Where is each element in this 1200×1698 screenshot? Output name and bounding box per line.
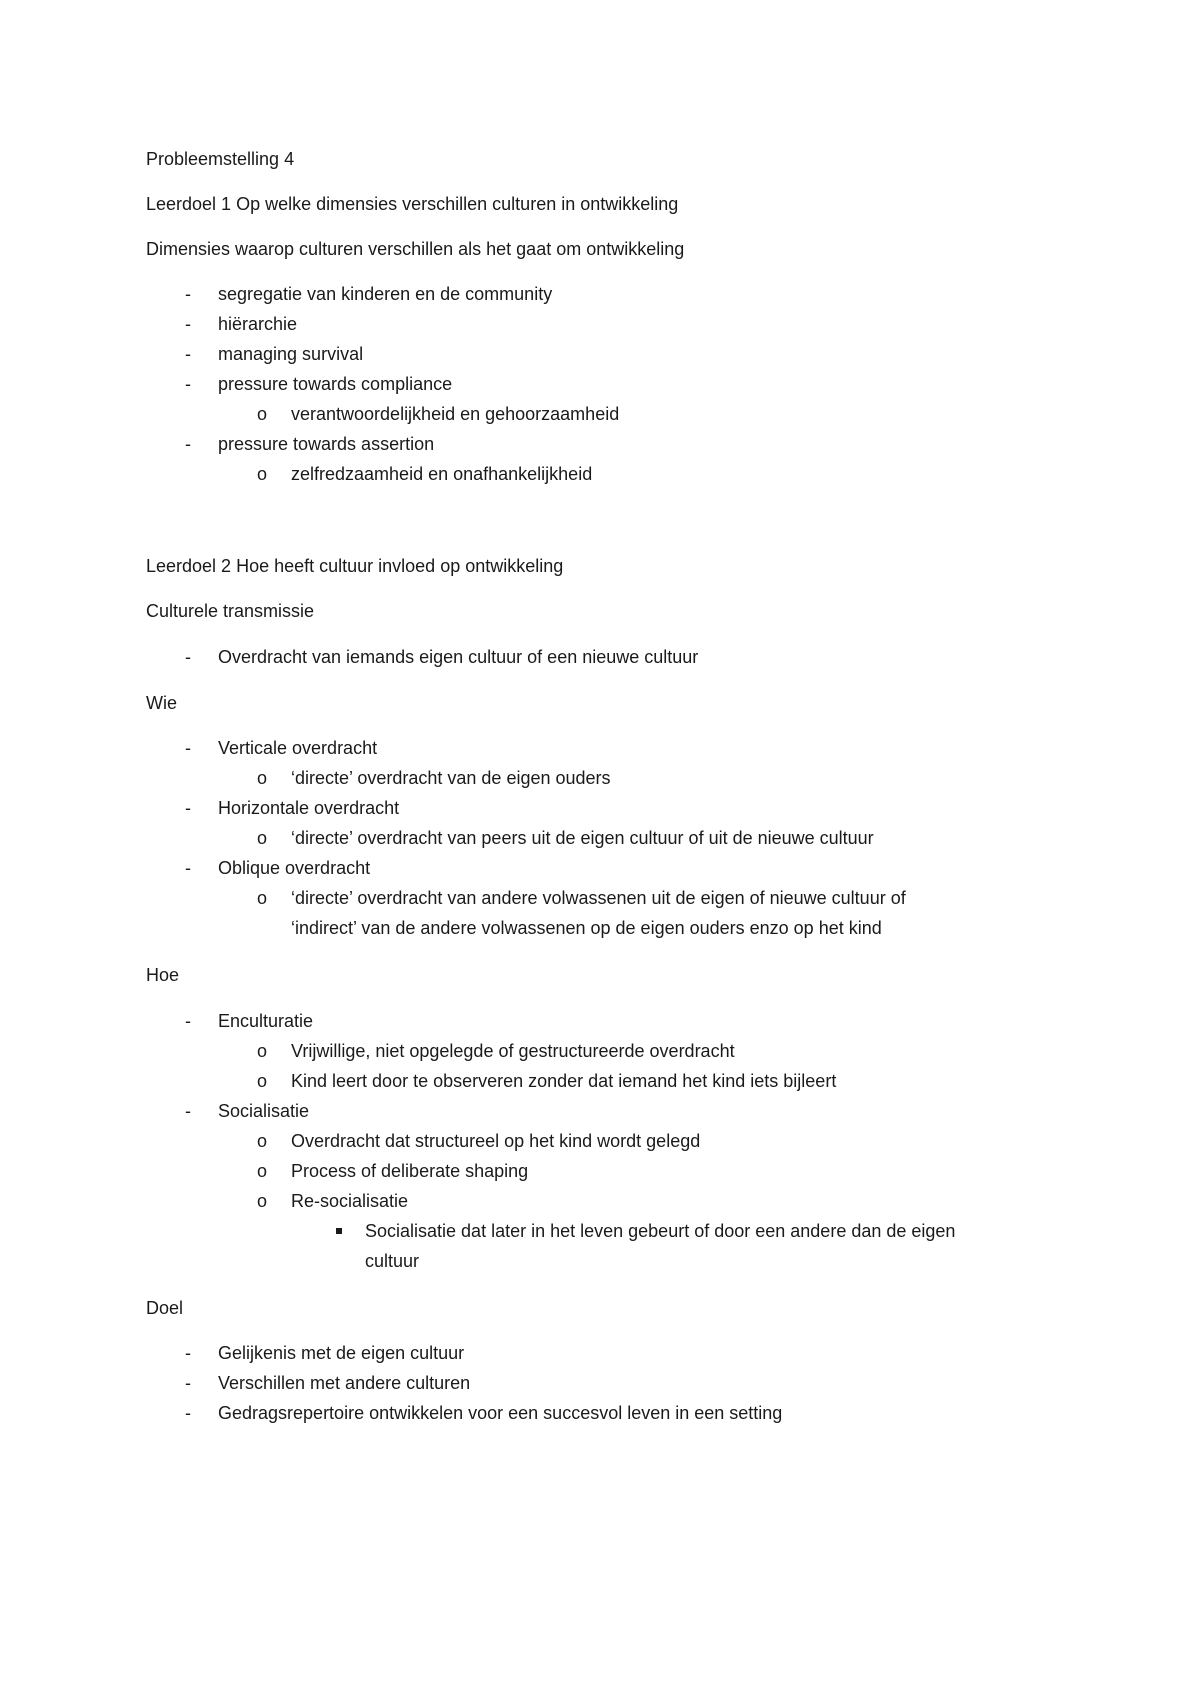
list-subitem: Vrijwillige, niet opgelegde of gestructureerde overdracht <box>291 1041 735 1061</box>
list-item: Gelijkenis met de eigen cultuur <box>218 1343 465 1363</box>
list-item: Horizontale overdracht <box>218 798 400 818</box>
dash-marker: - <box>185 314 191 334</box>
list-subitem: ‘directe’ overdracht van andere volwassenen uit de eigen of nieuwe cultuur of <box>291 888 906 908</box>
dash-marker: - <box>185 1403 191 1423</box>
dash-marker: - <box>185 647 191 667</box>
dimensies-subheading: Dimensies waarop culturen verschillen als het gaat om ontwikkeling <box>146 239 685 259</box>
dash-marker: - <box>185 1011 191 1031</box>
list-item: Socialisatie <box>218 1101 310 1121</box>
list-item: Verticale overdracht <box>218 738 378 758</box>
list-item: pressure towards assertion <box>218 434 435 454</box>
dash-marker: - <box>185 434 191 454</box>
circle-marker: o <box>257 1071 268 1091</box>
list-subitem: zelfredzaamheid en onafhankelijkheid <box>291 464 593 484</box>
leerdoel-2-heading: Leerdoel 2 Hoe heeft cultuur invloed op ontwikkeling <box>146 556 564 576</box>
list-item: Oblique overdracht <box>218 858 371 878</box>
list-subitem: Re-socialisatie <box>291 1191 409 1211</box>
list-item: managing survival <box>218 344 364 364</box>
list-item: segregatie van kinderen en de community <box>218 284 553 304</box>
circle-marker: o <box>257 404 268 424</box>
list-item: Overdracht van iemands eigen cultuur of een nieuwe cultuur <box>218 647 699 667</box>
list-subitem: Kind leert door te observeren zonder dat iemand het kind iets bijleert <box>291 1071 837 1091</box>
list-subitem: Overdracht dat structureel op het kind wordt gelegd <box>291 1131 701 1151</box>
list-item: Verschillen met andere culturen <box>218 1373 471 1393</box>
list-subsubitem: Socialisatie dat later in het leven gebeurt of door een andere dan de eigen <box>365 1221 956 1241</box>
list-subitem: verantwoordelijkheid en gehoorzaamheid <box>291 404 620 424</box>
wie-heading: Wie <box>146 693 177 713</box>
dash-marker: - <box>185 1343 191 1363</box>
list-subitem: ‘directe’ overdracht van peers uit de eigen cultuur of uit de nieuwe cultuur <box>291 828 874 848</box>
square-bullet-icon <box>336 1228 342 1234</box>
dash-marker: - <box>185 738 191 758</box>
dash-marker: - <box>185 284 191 304</box>
dash-marker: - <box>185 344 191 364</box>
list-subitem: Process of deliberate shaping <box>291 1161 529 1181</box>
list-item: pressure towards compliance <box>218 374 453 394</box>
list-subitem-continuation: ‘indirect’ van de andere volwassenen op de eigen ouders enzo op het kind <box>291 918 882 938</box>
hoe-heading: Hoe <box>146 965 180 985</box>
circle-marker: o <box>257 828 268 848</box>
circle-marker: o <box>257 1041 268 1061</box>
circle-marker: o <box>257 1161 268 1181</box>
circle-marker: o <box>257 888 268 908</box>
circle-marker: o <box>257 768 268 788</box>
leerdoel-1-heading: Leerdoel 1 Op welke dimensies verschillen culturen in ontwikkeling <box>146 194 679 214</box>
list-item: hiërarchie <box>218 314 298 334</box>
list-subitem: ‘directe’ overdracht van de eigen ouders <box>291 768 611 788</box>
circle-marker: o <box>257 1131 268 1151</box>
dash-marker: - <box>185 798 191 818</box>
dash-marker: - <box>185 374 191 394</box>
document-title: Probleemstelling 4 <box>146 149 295 169</box>
list-subsubitem-continuation: cultuur <box>365 1251 420 1271</box>
dash-marker: - <box>185 1101 191 1121</box>
doel-heading: Doel <box>146 1298 184 1318</box>
list-item: Gedragsrepertoire ontwikkelen voor een succesvol leven in een setting <box>218 1403 783 1423</box>
dash-marker: - <box>185 1373 191 1393</box>
list-item: Enculturatie <box>218 1011 314 1031</box>
dash-marker: - <box>185 858 191 878</box>
circle-marker: o <box>257 464 268 484</box>
circle-marker: o <box>257 1191 268 1211</box>
culturele-transmissie-heading: Culturele transmissie <box>146 601 315 621</box>
